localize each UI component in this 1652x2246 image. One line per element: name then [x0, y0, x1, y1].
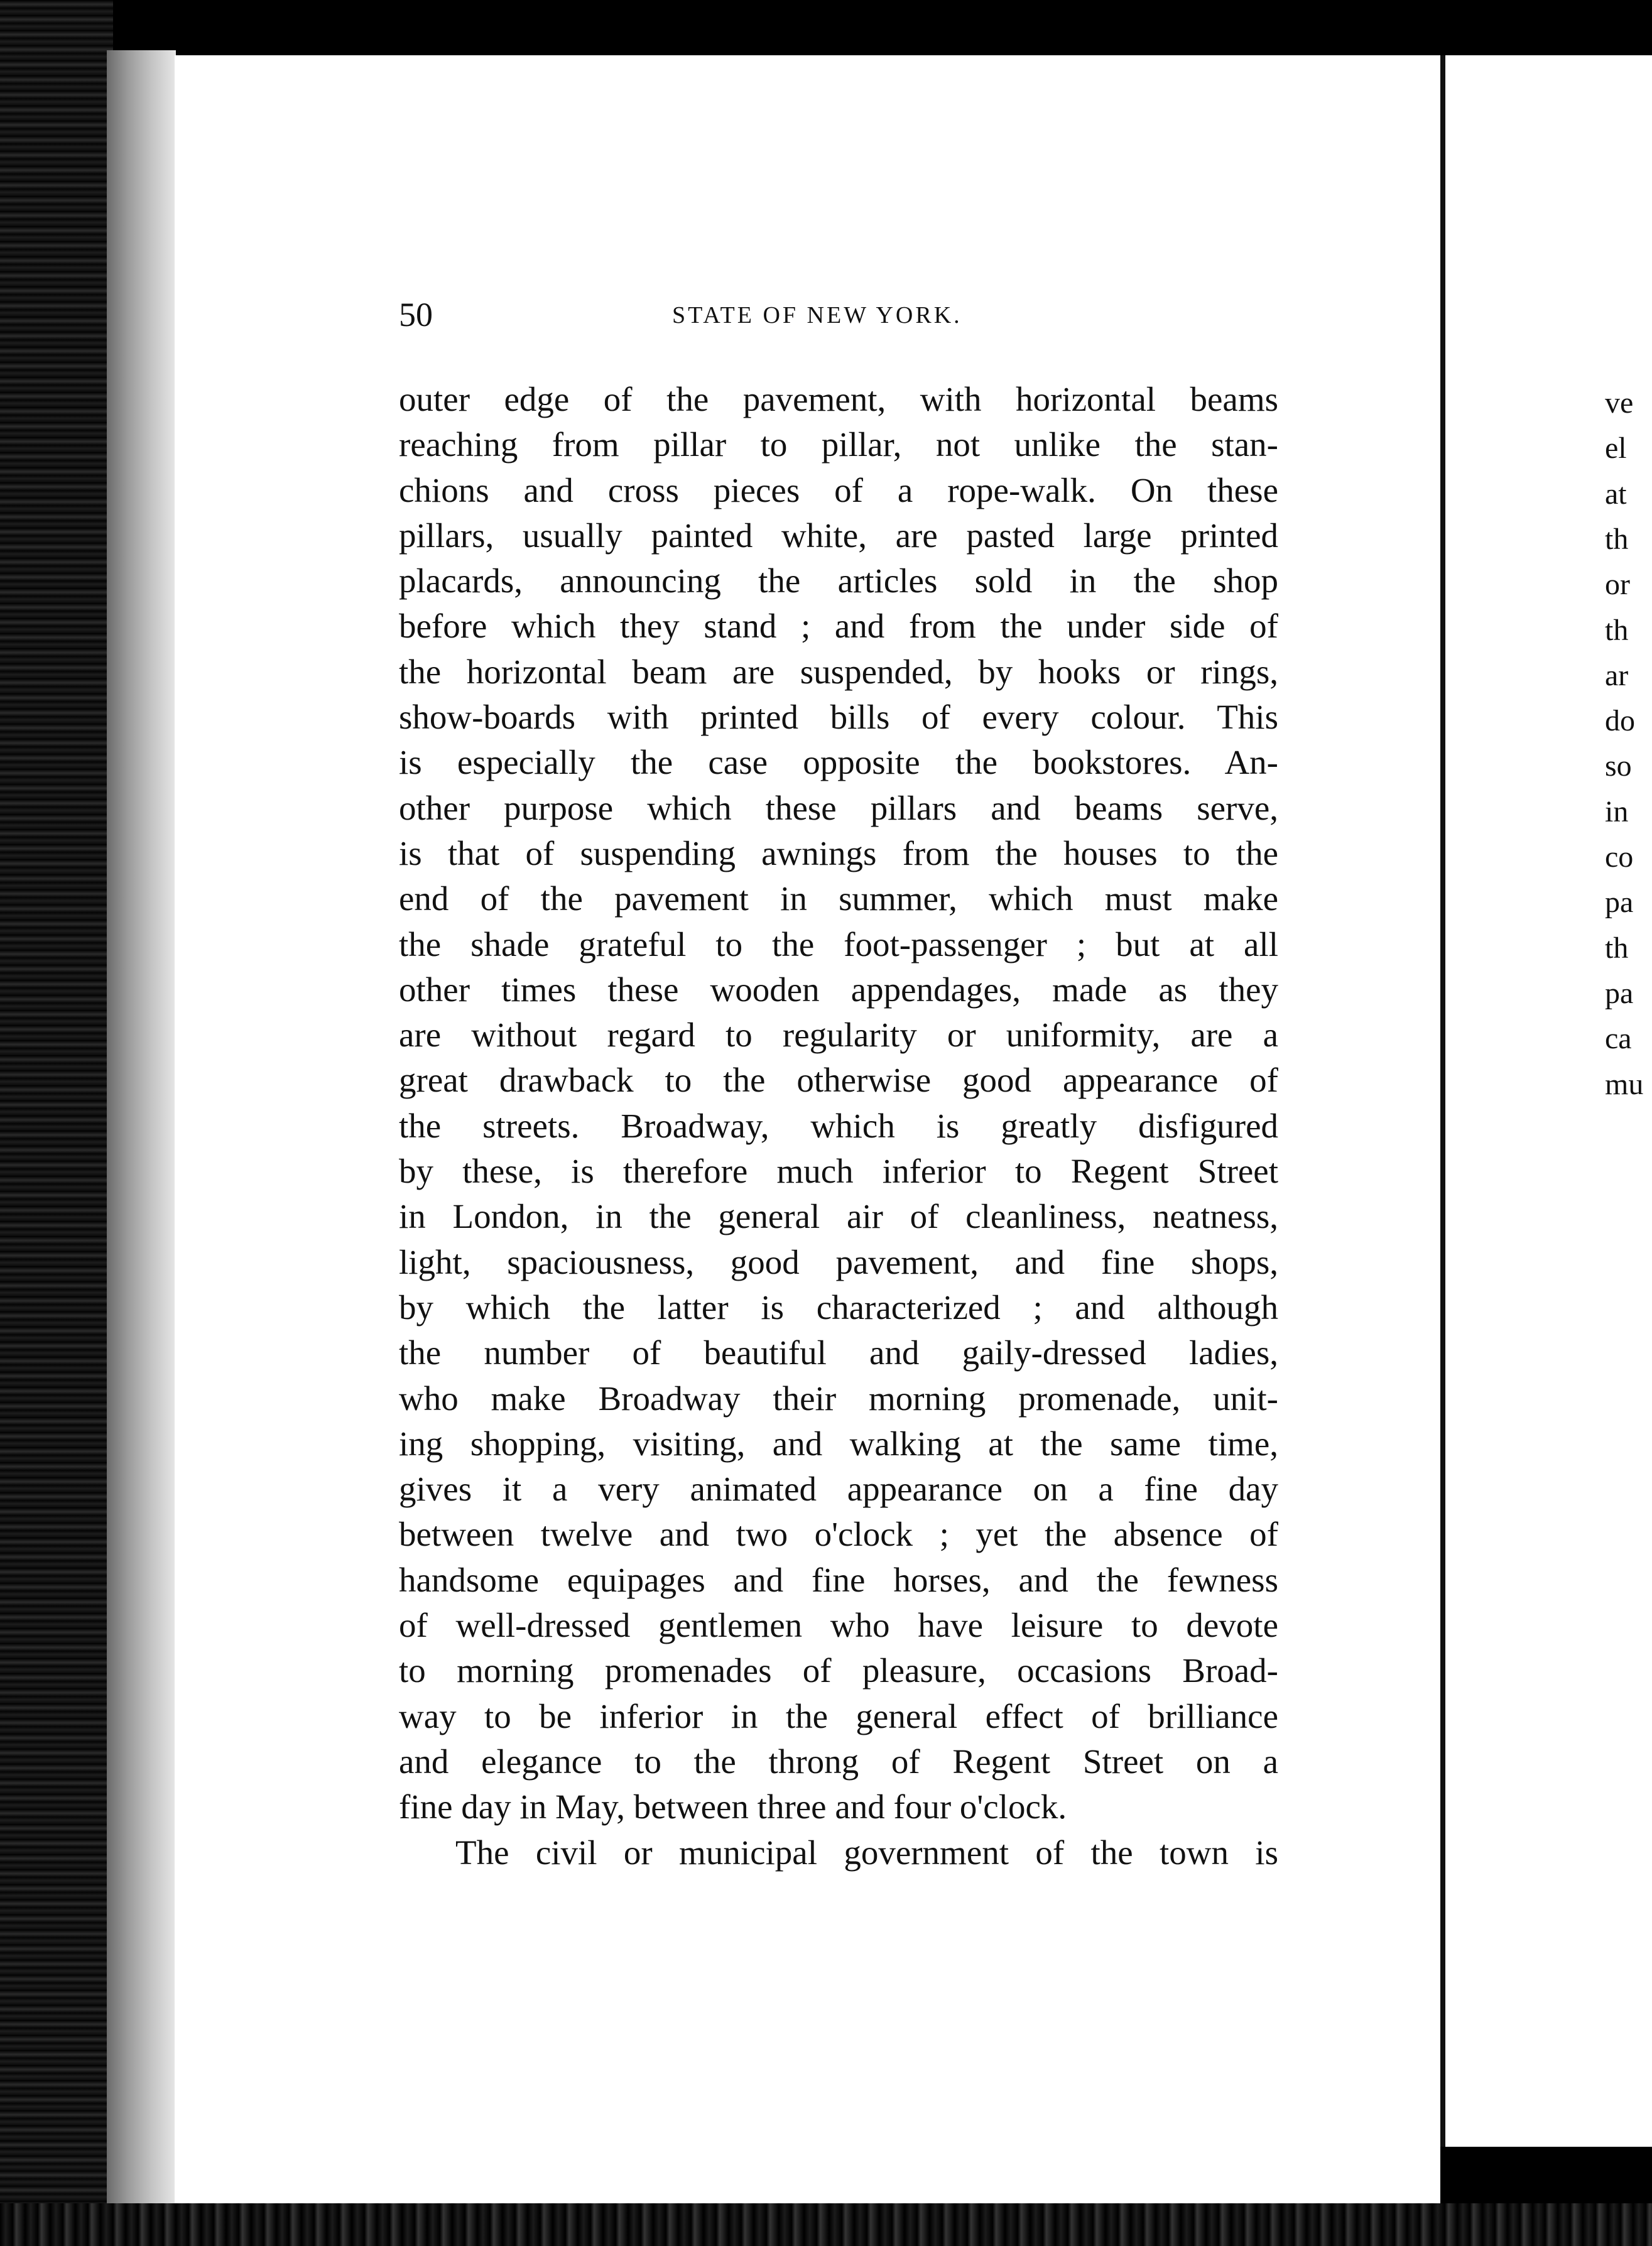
facing-page-fragment: el	[1605, 431, 1627, 465]
text-line: is that of suspending awnings from the houses to the	[399, 833, 1278, 872]
facing-page-fragment: at	[1605, 477, 1627, 511]
text-line: are without regard to regularity or uniformity, are a	[399, 1016, 1278, 1055]
facing-page-fragment: in	[1605, 795, 1629, 828]
text-line: the shade grateful to the foot-passenger ; but at all	[399, 925, 1278, 963]
facing-page-fragment: th	[1605, 613, 1629, 647]
facing-page-fragment: pa	[1605, 886, 1634, 920]
text-line: between twelve and two o'clock ; yet the absence of	[399, 1515, 1278, 1554]
text-line: in London, in the general air of cleanliness, neatness,	[399, 1197, 1278, 1236]
text-line: handsome equipages and fine horses, and the fewness	[399, 1560, 1278, 1599]
facing-page-fragment: ve	[1605, 386, 1634, 420]
text-line: pillars, usually painted white, are pasted large printed	[399, 516, 1278, 555]
text-line: reaching from pillar to pillar, not unlike the stan-	[399, 425, 1278, 464]
text-line: and elegance to the throng of Regent Street on a	[399, 1742, 1278, 1781]
facing-page-fragment: th	[1605, 931, 1629, 965]
facing-page-fragment: th	[1605, 522, 1629, 556]
facing-page-fragment: so	[1605, 749, 1632, 783]
facing-page	[1445, 55, 1652, 2147]
text-line: way to be inferior in the general effect of brilliance	[399, 1696, 1278, 1735]
text-line: by which the latter is characterized ; and although	[399, 1288, 1278, 1326]
text-line: of well-dressed gentlemen who have leisure to devote	[399, 1606, 1278, 1645]
text-line: gives it a very animated appearance on a fine day	[399, 1470, 1278, 1509]
scan-bottom-edge	[0, 2203, 1652, 2246]
text-line: who make Broadway their morning promenade, unit-	[399, 1379, 1278, 1418]
body-text	[399, 377, 1278, 1875]
facing-page-fragment: do	[1605, 704, 1635, 738]
book-edge	[0, 0, 113, 2246]
text-line: the horizontal beam are suspended, by hooks or rings,	[399, 652, 1278, 691]
text-line: before which they stand ; and from the under side of	[399, 607, 1278, 646]
facing-page-fragment: mu	[1605, 1067, 1644, 1101]
text-line: the streets. Broadway, which is greatly disfigured	[399, 1106, 1278, 1145]
text-line: to morning promenades of pleasure, occasions Broad-	[399, 1651, 1278, 1690]
text-line: the number of beautiful and gaily-dressed ladies,	[399, 1333, 1278, 1372]
facing-page-fragment: co	[1605, 840, 1634, 874]
page-number: 50	[399, 296, 433, 334]
paragraph-end-line: fine day in May, between three and four o'clock.	[399, 1788, 1067, 1826]
text-line: chions and cross pieces of a rope-walk. On these	[399, 470, 1278, 509]
text-line: light, spaciousness, good pavement, and fine shops,	[399, 1242, 1278, 1281]
page-gutter	[107, 50, 176, 2211]
facing-page-fragment: or	[1605, 568, 1630, 602]
facing-page-fragment: ca	[1605, 1022, 1632, 1056]
text-line: by these, is therefore much inferior to Regent Street	[399, 1152, 1278, 1191]
text-line: ing shopping, visiting, and walking at the same time,	[399, 1424, 1278, 1463]
text-line: outer edge of the pavement, with horizontal beams	[399, 380, 1278, 418]
text-line: end of the pavement in summer, which must make	[399, 879, 1278, 918]
text-line: other times these wooden appendages, made as they	[399, 970, 1278, 1009]
text-line: placards, announcing the articles sold in the shop	[399, 562, 1278, 600]
facing-page-fragment: ar	[1605, 658, 1629, 692]
text-line: is especially the case opposite the bookstores. An-	[399, 743, 1278, 782]
text-line: show-boards with printed bills of every colour. This	[399, 698, 1278, 737]
text-line: other purpose which these pillars and beams serve,	[399, 788, 1278, 827]
facing-page-fragment: pa	[1605, 976, 1634, 1010]
page-divider	[1440, 55, 1445, 2147]
text-line: great drawback to the otherwise good appearance of	[399, 1061, 1278, 1100]
paragraph-start-line: The civil or municipal government of the town is	[455, 1833, 1278, 1872]
running-title: STATE OF NEW YORK.	[672, 302, 962, 328]
running-head	[399, 295, 1310, 339]
